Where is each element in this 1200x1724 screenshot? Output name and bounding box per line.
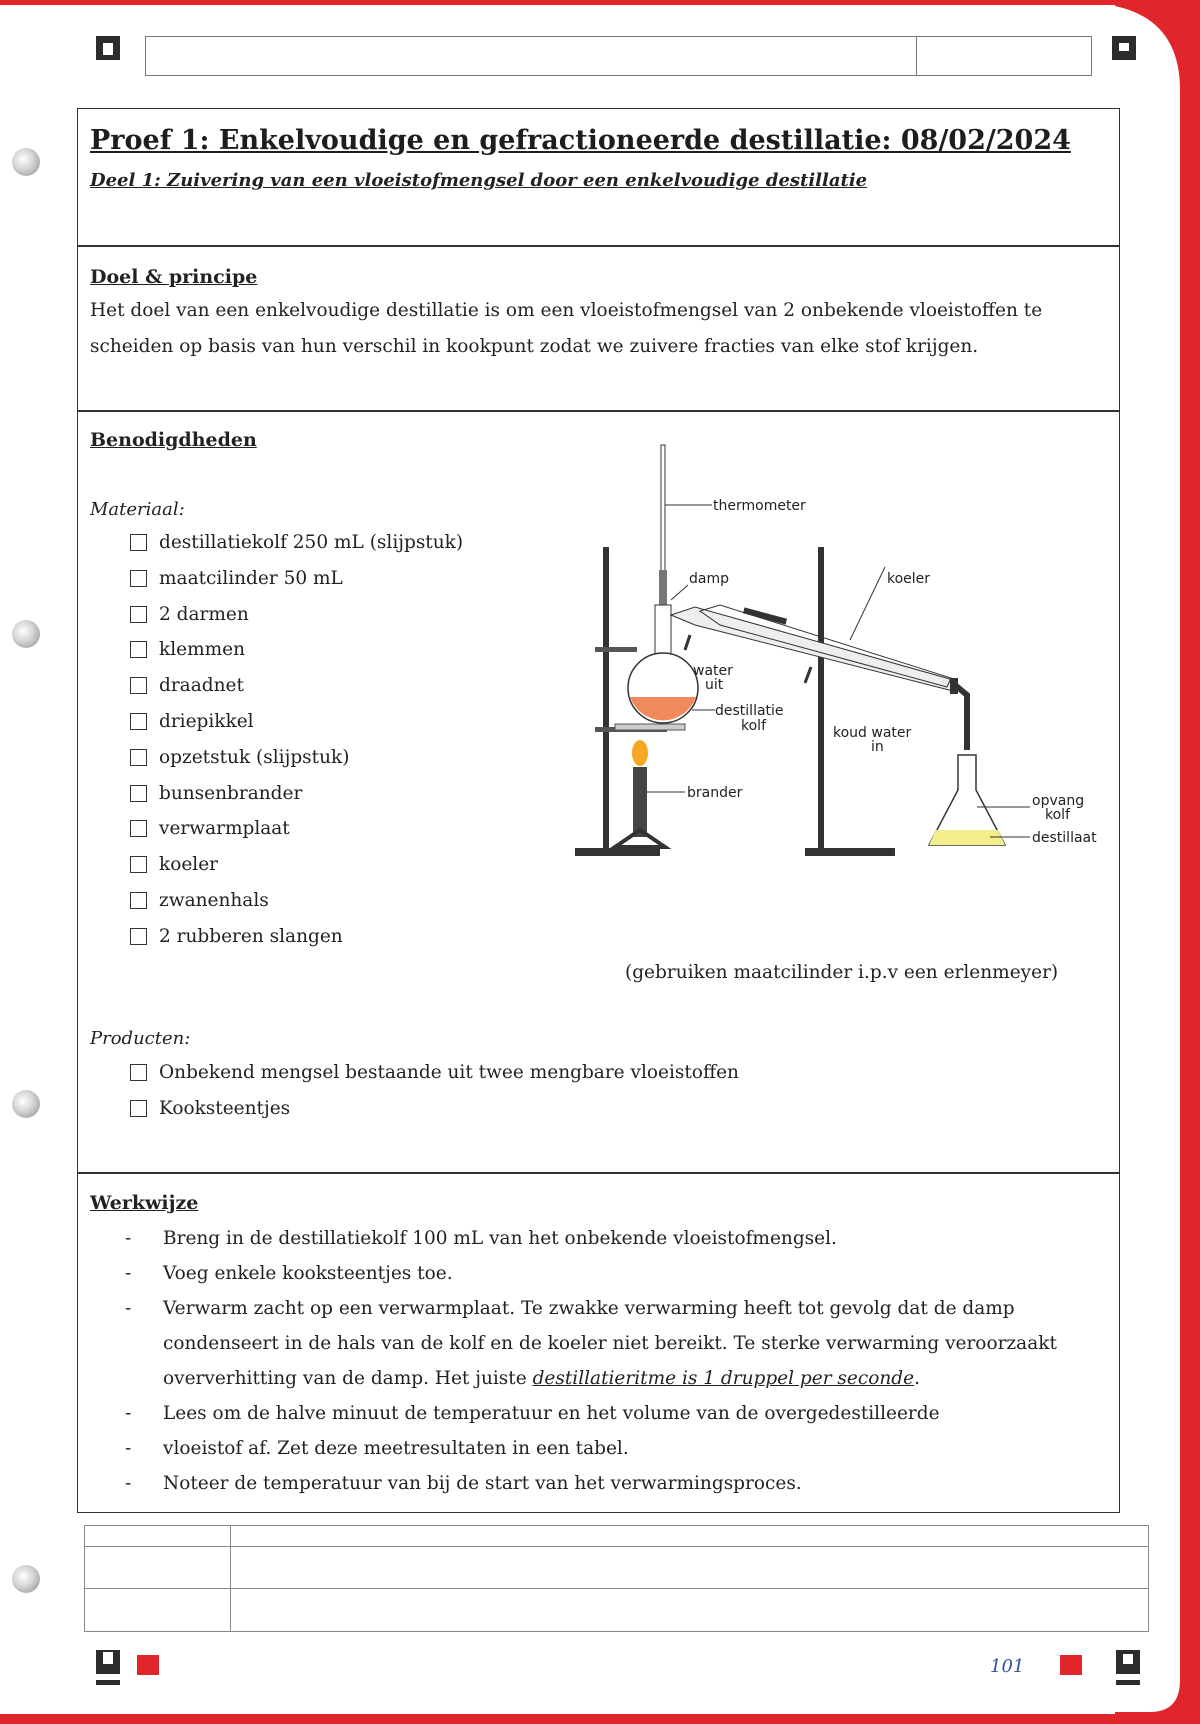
page-number: 101 [990, 1656, 1025, 1677]
checkbox[interactable] [130, 1064, 147, 1081]
label-opvangkolf-1: opvang [1032, 793, 1085, 809]
step-text-after: . [914, 1368, 920, 1389]
distillation-diagram [575, 435, 1115, 875]
binder-hole [12, 1565, 40, 1593]
step-text: Noteer de temperatuur van bij de start van het verwarmingsproces. [163, 1473, 802, 1494]
checkbox[interactable] [130, 856, 147, 873]
label-line-damp [671, 585, 688, 600]
red-bottom-edge [0, 1714, 1200, 1724]
label-thermometer: thermometer [713, 498, 806, 514]
label-koud-water-1: koud water [833, 725, 912, 741]
step-text: vloeistof af. Zet deze meetresultaten in een tabel. [163, 1438, 629, 1459]
burner-flame [632, 740, 648, 766]
materiaal-item [130, 604, 249, 625]
step-text: Voeg enkele kooksteentjes toe. [163, 1263, 453, 1284]
section-divider [77, 245, 1120, 247]
checkbox[interactable] [130, 534, 147, 551]
materiaal-item [130, 639, 245, 660]
red-top-edge [0, 0, 1120, 5]
step-text-before: oververhitting van de damp. Het juiste [163, 1368, 533, 1389]
step-dash: - [125, 1438, 132, 1459]
header-box [145, 36, 1092, 76]
section-divider [77, 1172, 1120, 1174]
label-koeler: koeler [887, 571, 931, 587]
producten-label: Kooksteentjes [159, 1097, 291, 1119]
checkbox[interactable] [130, 677, 147, 694]
materiaal-label: driepikkel [159, 711, 254, 732]
label-brander: brander [687, 785, 743, 801]
corner-mark-underline [96, 1680, 120, 1685]
step-dash: - [125, 1403, 132, 1424]
label-damp: damp [689, 571, 729, 587]
materiaal-label: koeler [159, 854, 219, 876]
flask-neck [655, 605, 671, 655]
checkbox[interactable] [130, 785, 147, 802]
materiaal-item [130, 675, 244, 696]
checkbox[interactable] [130, 820, 147, 837]
materiaal-item [130, 854, 218, 875]
materiaal-item [130, 747, 349, 768]
werkwijze-heading: Werkwijze [90, 1192, 199, 1214]
materiaal-item [130, 818, 290, 839]
flask-liquid [630, 697, 696, 720]
red-square-right [1060, 1655, 1082, 1675]
doel-line-2: scheiden op basis van hun verschil in kookpunt zodat we zuivere fracties van elke stof krijgen. [90, 336, 979, 357]
producten-label: Producten: [90, 1028, 191, 1049]
producten-label: Onbekend mengsel bestaande uit twee mengbare vloeistoffen [159, 1062, 739, 1083]
step-dash: - [125, 1298, 132, 1319]
water-in-nozzle [805, 667, 811, 683]
materiaal-label: Materiaal: [90, 499, 185, 520]
burner-tube [633, 767, 647, 837]
corner-mark-bottom-right [1116, 1650, 1140, 1674]
stand-rod-left [603, 547, 609, 852]
materiaal-label: klemmen [159, 639, 246, 661]
producten-item [130, 1062, 739, 1083]
red-square-left [137, 1655, 159, 1675]
water-out-nozzle [685, 635, 690, 650]
checkbox[interactable] [130, 928, 147, 945]
checkbox[interactable] [130, 1100, 147, 1117]
doel-line-1: Het doel van een enkelvoudige destillatie is om een vloeistofmengsel van 2 onbekende vloeistoffen te [90, 300, 1043, 321]
materiaal-label: bunsenbrander [159, 782, 303, 804]
step-text: condenseert in de hals van de kolf en de koeler niet bereikt. Te sterke verwarming veroorzaakt [163, 1333, 1057, 1354]
materiaal-label: draadnet [159, 675, 244, 697]
label-destillatiekolf-2: kolf [741, 718, 766, 734]
wire-gauze [615, 724, 685, 730]
materiaal-label: 2 darmen [159, 603, 249, 625]
binder-hole [12, 1090, 40, 1118]
step-dash: - [125, 1263, 132, 1284]
materiaal-item [130, 532, 463, 553]
red-page-edge [1115, 0, 1200, 1724]
clamp-upper [595, 647, 637, 652]
materiaal-item [130, 890, 269, 911]
checkbox[interactable] [130, 892, 147, 909]
label-water-uit-1: water [693, 663, 733, 679]
materiaal-label: destillatiekolf 250 mL (slijpstuk) [159, 532, 464, 553]
stand-rod-right [818, 547, 824, 852]
page-title: Proef 1: Enkelvoudige en gefractioneerde destillatie: 08/02/2024 [90, 125, 1071, 156]
step-dash: - [125, 1228, 132, 1249]
corner-mark-bottom-left [96, 1650, 120, 1674]
producten-item [130, 1098, 290, 1119]
materiaal-item [130, 783, 302, 804]
footer-table [84, 1525, 1149, 1632]
step-emphasis: destillatieritme is 1 druppel per seconde [532, 1368, 915, 1389]
doel-heading: Doel & principe [90, 266, 258, 288]
materiaal-label: maatcilinder 50 mL [159, 567, 343, 589]
step-text [163, 1368, 920, 1389]
benodigdheden-heading: Benodigdheden [90, 429, 257, 451]
materiaal-item [130, 711, 254, 732]
label-koud-water-2: in [871, 739, 884, 755]
step-text: Breng in de destillatiekolf 100 mL van het onbekende vloeistofmengsel. [163, 1228, 837, 1249]
label-opvangkolf-2: kolf [1045, 807, 1070, 823]
materiaal-label: zwanenhals [159, 890, 269, 911]
materiaal-note: (gebruiken maatcilinder i.p.v een erlenmeyer) [625, 962, 1059, 983]
checkbox[interactable] [130, 570, 147, 587]
binder-hole [12, 148, 40, 176]
checkbox[interactable] [130, 606, 147, 623]
adapter-tube [955, 685, 967, 750]
materiaal-item [130, 568, 343, 589]
page-subtitle: Deel 1: Zuivering van een vloeistofmengsel door een enkelvoudige destillatie [90, 170, 868, 191]
corner-mark-underline-right [1116, 1680, 1140, 1685]
step-dash: - [125, 1473, 132, 1494]
corner-mark-top-left [96, 36, 120, 60]
label-water-uit-2: uit [705, 677, 724, 693]
section-divider [77, 410, 1120, 412]
corner-mark-top-right [1112, 36, 1136, 60]
label-destillatiekolf-1: destillatie [715, 703, 784, 719]
checkbox[interactable] [130, 713, 147, 730]
checkbox[interactable] [130, 749, 147, 766]
label-line-koeler [850, 567, 885, 640]
label-destillaat: destillaat [1032, 830, 1097, 846]
binder-hole [12, 620, 40, 648]
step-text: Lees om de halve minuut de temperatuur en het volume van de overgedestilleerde [163, 1403, 940, 1424]
materiaal-label: opzetstuk (slijpstuk) [159, 746, 350, 768]
checkbox[interactable] [130, 641, 147, 658]
stand-base-left [575, 848, 660, 856]
materiaal-label: 2 rubberen slangen [159, 925, 343, 947]
materiaal-label: verwarmplaat [159, 818, 290, 840]
thermometer-stopper [659, 570, 667, 605]
step-text: Verwarm zacht op een verwarmplaat. Te zwakke verwarming heeft tot gevolg dat de damp [163, 1298, 1015, 1319]
materiaal-item [130, 926, 343, 947]
